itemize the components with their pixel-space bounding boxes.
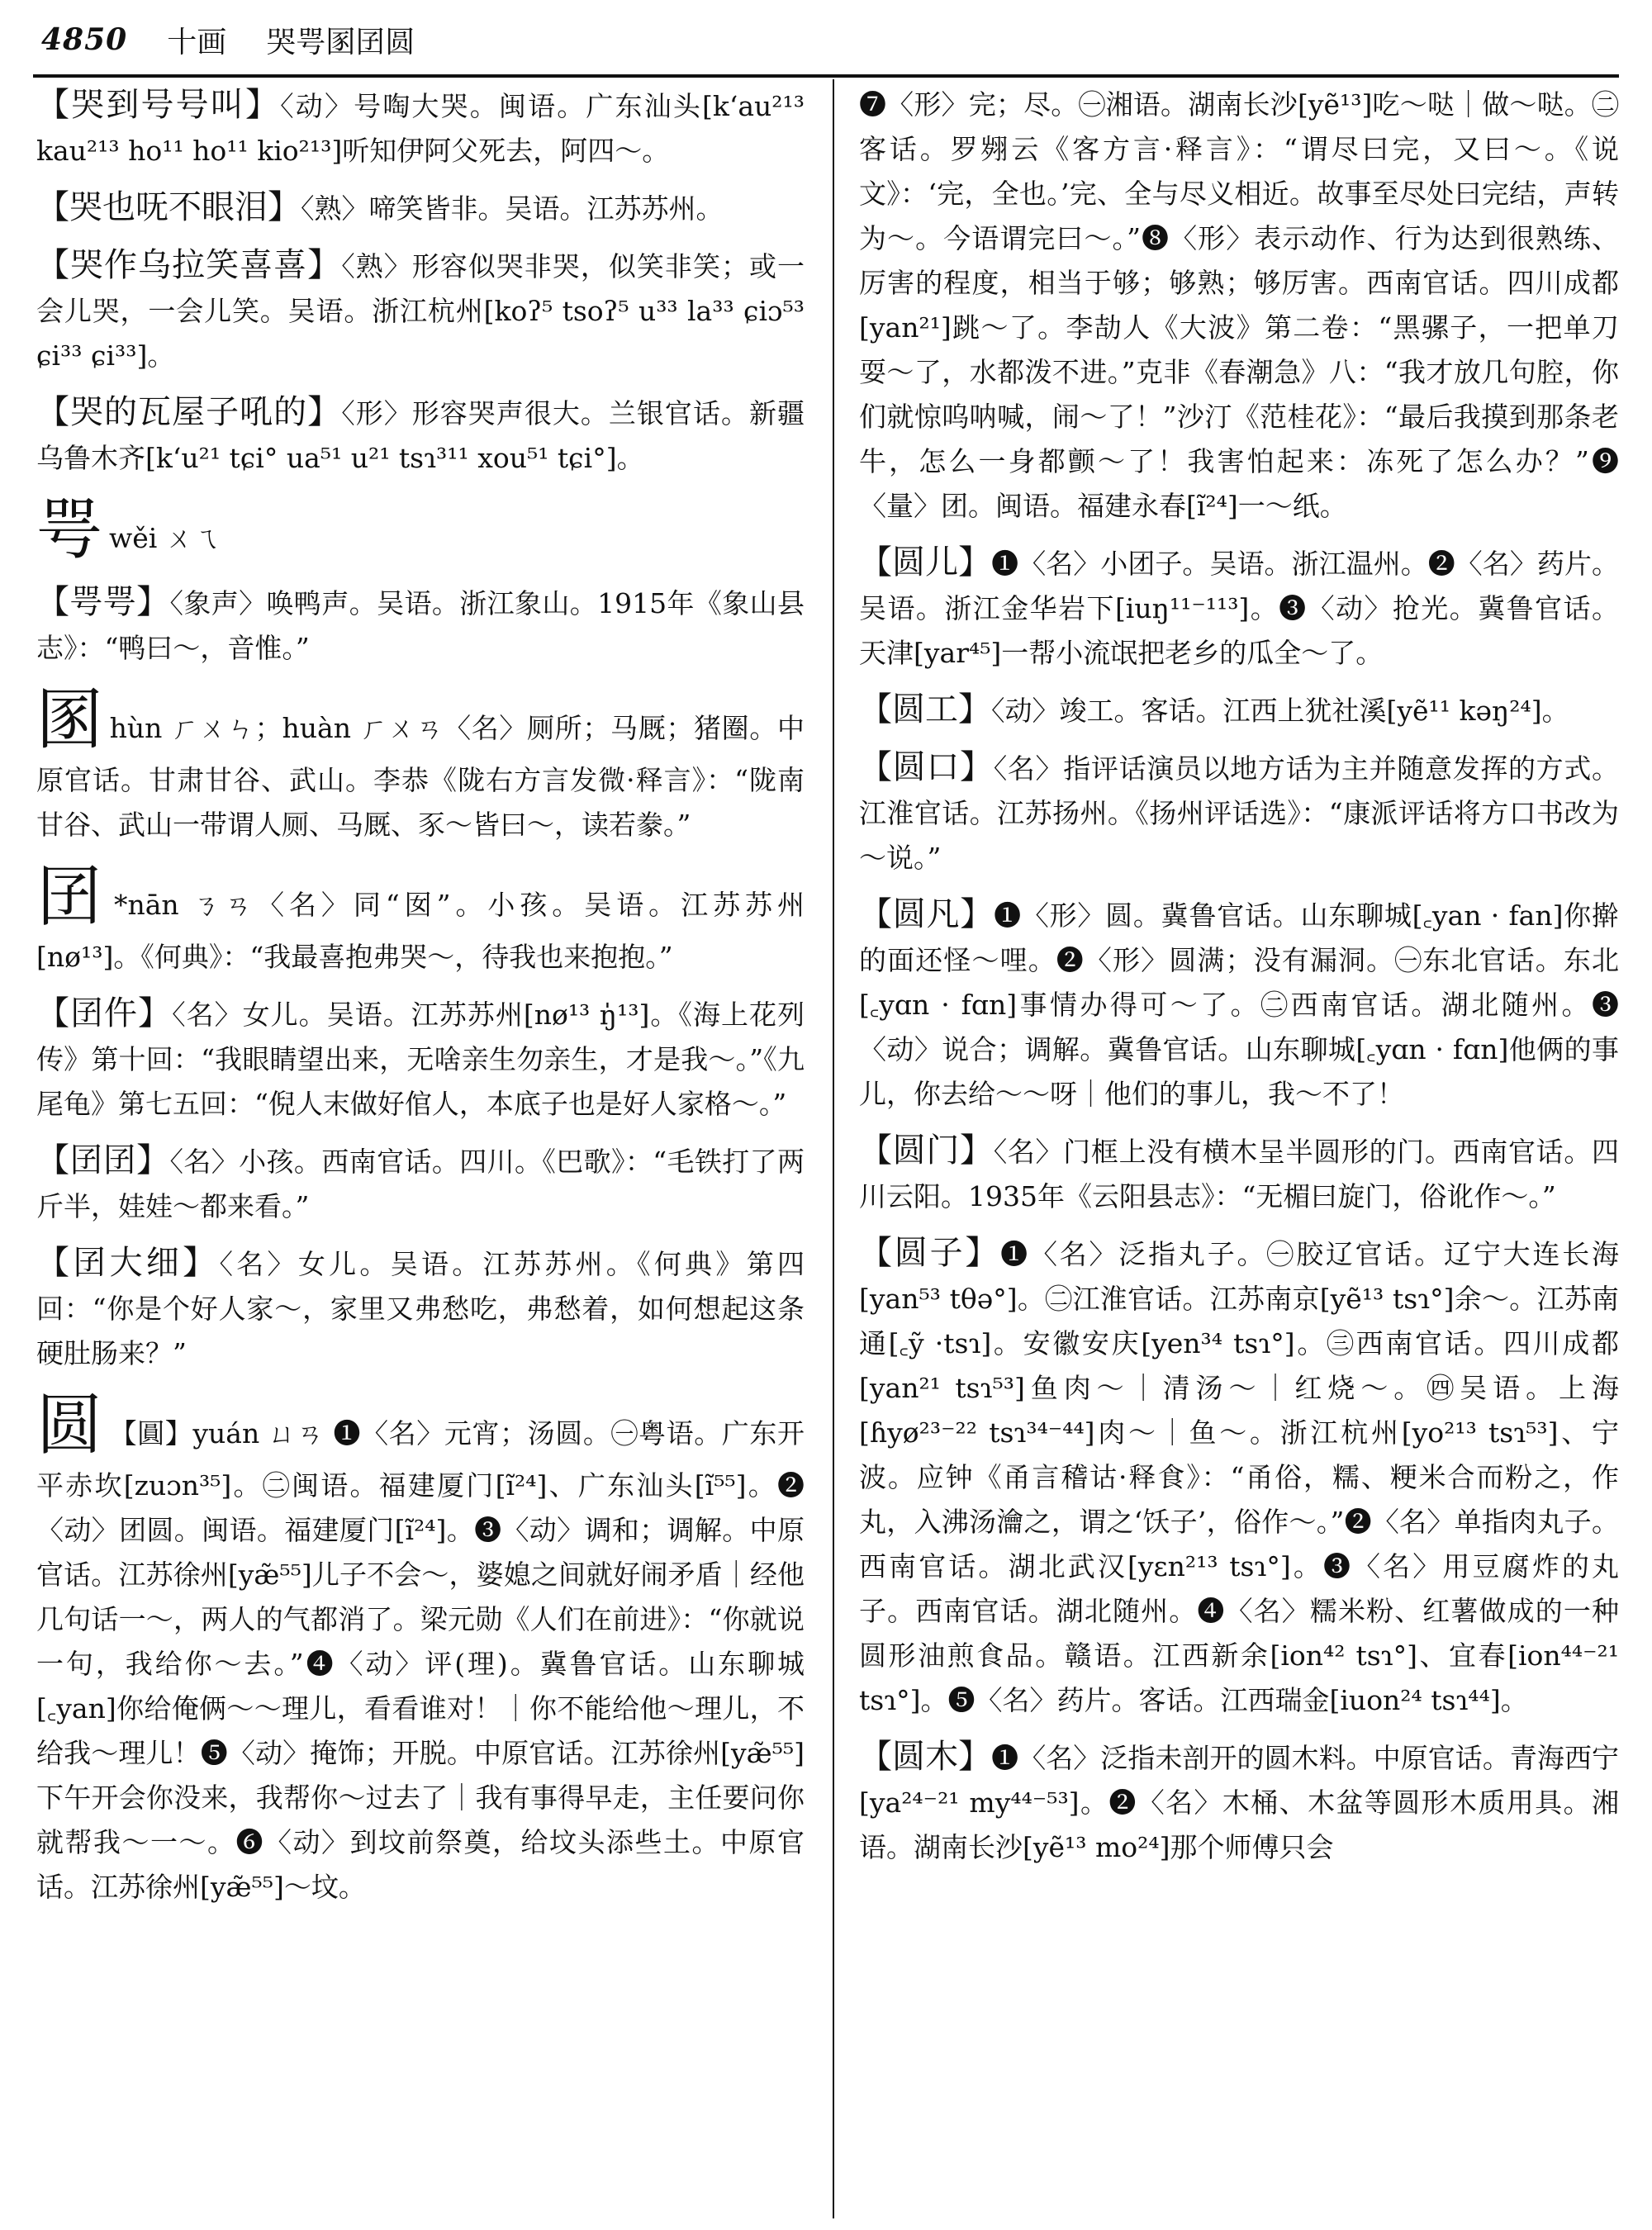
head-character: 囝 [36, 858, 107, 935]
entry-text: 〈熟〉啼笑皆非。吴语。江苏苏州。 [301, 192, 724, 225]
entry-headword: 【哭也呒不眼泪】 [36, 188, 301, 226]
entry-text: 〈名〉女儿。吴语。江苏苏州[nø¹³ ŋ̍¹³]。《海上花列传》第十回：“我眼睛望出来，无啥亲生勿亲生，才是我～。”《九尾龟》第七五回：“倪人末做好倌人，本底子也是好人家格～。” [36, 999, 805, 1120]
right-column [859, 83, 1619, 2222]
entry-text: 〈熟〉形容似哭非哭，似笑非笑；或一会儿哭，一会儿笑。吴语。浙江杭州[koʔ⁵ tsoʔ⁵ u³³ la³³ ɕiɔ⁵³ ɕi³³ ɕi³³]。 [36, 250, 805, 372]
entry [859, 745, 1619, 880]
entry-text: 〈象声〉唤鸭声。吴语。浙江象山。1915年《象山县志》：“鸭曰～，音惟。” [36, 587, 805, 664]
entry-text: 〈名〉女儿。吴语。江苏苏州。《何典》第四回：“你是个好人家～，家里又弗愁吃，弗愁着，如何想起这条硬肚肠来？” [36, 1248, 805, 1369]
character-entry [36, 682, 805, 847]
entry-text: ❶〈名〉泛指未剖开的圆木料。中原官话。青海西宁[ya²⁴⁻²¹ my⁴⁴⁻⁵³]。❷〈名〉木桶、木盆等圆形木质用具。湘语。湖南长沙[yẽ¹³ mo²⁴]那个师傅只会 [859, 1742, 1619, 1863]
entry-continuation [859, 83, 1619, 529]
entry [36, 1241, 805, 1376]
entry-headword: 【圆凡】 [859, 895, 995, 933]
entry [36, 243, 805, 378]
entry-text: 〈名〉小孩。西南官话。四川。《巴歌》：“毛铁打了两斤半，娃娃～都来看。” [36, 1146, 805, 1222]
entry [859, 1231, 1619, 1723]
entry [36, 1138, 805, 1229]
entry-text: hùn ㄏㄨㄣ；huàn ㄏㄨㄢ〈名〉厕所；马厩；猪圈。中原官话。甘肃甘谷、武山。李恭《陇右方言发微·释言》：“陇南甘谷、武山一带谓人厕、马厩、豕～皆曰～，读若豢。” [36, 712, 805, 841]
entry [36, 390, 805, 481]
entry [36, 185, 805, 231]
entry-headword: 【圆儿】 [859, 543, 992, 581]
entry-headword: 【哭到号号叫】 [36, 86, 281, 124]
entry-headword: 【圆子】 [859, 1234, 1001, 1272]
column-divider [833, 79, 834, 2218]
entry-text: 〈名〉指评话演员以地方话为主并随意发挥的方式。江淮官话。江苏扬州。《扬州评话选》：“康派评话将方口书改为～说。” [859, 752, 1619, 874]
entry-text: 【圓】yuán ㄩㄢ ❶〈名〉元宵；汤圆。㊀粤语。广东开平赤坎[zuɔn³⁵]。㊁闽语。福建厦门[ĩ²⁴]、广东汕头[ĩ⁵⁵]。❷〈动〉团圆。闽语。福建厦门[ĩ²⁴]。❸〈动〉调和；调解。中原官话。江苏徐州[yæ̃⁵⁵]儿子不会～，婆媳之间就好闹矛盾｜经他几句话一～，两人的气都消了。梁元勋《人们在前进》：“你就说一句，我给你～去。”❹〈动〉评(理)。冀鲁官话。山东聊城[꜀yan]你给俺俩～～理儿，看看谁对！｜你不能给他～理儿，不给我～理儿！❺〈动〉掩饰；开脱。中原官话。江苏徐州[yæ̃⁵⁵]下午开会你没来，我帮你～过去了｜我有事得早走，主任要问你就帮我～一～。❻〈动〉到坟前祭奠，给坟头添些土。中原官话。江苏徐州[yæ̃⁵⁵]～坟。 [36, 1417, 805, 1903]
entry [859, 1128, 1619, 1219]
entry-headword: 【囝仵】 [36, 994, 173, 1032]
head-character: 圆 [36, 1387, 103, 1464]
character-entry [36, 492, 805, 568]
entry-text: 〈名〉门框上没有横木呈半圆形的门。西南官话。四川云阳。1935年《云阳县志》：“无楣曰旋门，俗讹作～。” [859, 1136, 1619, 1212]
entry [36, 580, 805, 671]
entry [859, 892, 1619, 1117]
entry [36, 991, 805, 1127]
entry-text: ❶〈名〉小团子。吴语。浙江温州。❷〈名〉药片。吴语。浙江金华岩下[iuŋ¹¹⁻¹¹³]。❸〈动〉抢光。冀鲁官话。天津[yar⁴⁵]一帮小流氓把老乡的瓜全～了。 [859, 548, 1619, 669]
entry-headword: 【哭作乌拉笑喜喜】 [36, 246, 342, 284]
header-rule [33, 74, 1619, 78]
entry-headword: 【圆工】 [859, 690, 991, 728]
entry-headword: 【咢咢】 [36, 583, 170, 621]
character-entry [36, 859, 805, 980]
entry-headword: 【哭的瓦屋子吼的】 [36, 393, 342, 431]
entry-text: 〈形〉形容哭声很大。兰银官话。新疆乌鲁木齐[k‘u²¹ tɕi° ua⁵¹ u²¹ tsɿ³¹¹ xou⁵¹ tɕi°]。 [36, 397, 805, 474]
entry-headword: 【圆门】 [859, 1132, 994, 1170]
entry [859, 687, 1619, 733]
left-column [36, 83, 805, 2222]
entry-text: 〈动〉号啕大哭。闽语。广东汕头[k‘au²¹³ kau²¹³ ho¹¹ ho¹¹ kio²¹³]听知伊阿父死去，阿四～。 [36, 90, 805, 167]
page-header [41, 17, 1619, 63]
entry-headword: 【圆木】 [859, 1738, 992, 1776]
entry-text: ❶〈形〉圆。冀鲁官话。山东聊城[꜀yan · fan]你擀的面还怪～哩。❷〈形〉圆满；没有漏洞。㊀东北官话。东北[꜀yɑn · fɑn]事情办得可～了。㊁西南官话。湖北随州。❸〈动〉说合；调解。冀鲁官话。山东聊城[꜀yɑn · fɑn]他俩的事儿，你去给～～呀｜他们的事儿，我～不了！ [859, 899, 1619, 1110]
entry-headword: 【囝囝】 [36, 1141, 170, 1179]
character-entry [36, 1388, 805, 1910]
head-character: 圂 [36, 681, 103, 758]
entry [859, 540, 1619, 676]
entry [859, 1734, 1619, 1870]
entry-text: ❼〈形〉完；尽。㊀湘语。湖南长沙[yẽ¹³]吃～哒｜做～哒。㊁客话。罗翙云《客方言·释言》：“谓尽曰完，又曰～。《说文》：‘完，全也。’完、全与尽义相近。故事至尽处曰完结，声转为～。今语谓完曰～。”❽〈形〉表示动作、行为达到很熟练、厉害的程度，相当于够；够熟；够厉害。西南官话。四川成都[yan²¹]跳～了。李劼人《大波》第二卷：“黑骡子，一把单刀耍～了，水都泼不进。”克非《春潮急》八：“我才放几句腔，你们就惊呜呐喊，闹～了！”沙汀《范桂花》：“最后我摸到那条老牛，怎么一身都颤～了！我害怕起来：冻死了怎么办？”❾〈量〉团。闽语。福建永春[ĩ²⁴]一～纸。 [859, 88, 1619, 522]
entry-text: wěi ㄨㄟ [109, 522, 221, 554]
entry-text: ❶〈名〉泛指丸子。㊀胶辽官话。辽宁大连长海[yan⁵³ tθə°]。㊁江淮官话。江苏南京[yẽ¹³ tsɿ°]余～。江苏南通[꜀ỹ ·tsɿ]。安徽安庆[yen³⁴ tsɿ°]。㊂西南官话。四川成都[yan²¹ tsɿ⁵³]鱼肉～｜清汤～｜红烧～。㊃吴语。上海[ɦyø²³⁻²² tsɿ³⁴⁻⁴⁴]肉～｜鱼～。浙江杭州[yo²¹³ tsɿ⁵³]、宁波。应钟《甬言稽诂·释食》：“甬俗，糯、粳米合而粉之，作丸，入沸汤瀹之，谓之‘饫子’，俗作～。”❷〈名〉单指肉丸子。西南官话。湖北武汉[yɛn²¹³ tsɿ°]。❸〈名〉用豆腐炸的丸子。西南官话。湖北随州。❹〈名〉糯米粉、红薯做成的一种圆形油煎食品。赣语。江西新余[ion⁴² tsɿ°]、宜春[ion⁴⁴⁻²¹ tsɿ°]。❺〈名〉药片。客话。江西瑞金[iuon²⁴ tsɿ⁴⁴]。 [859, 1238, 1619, 1716]
entry-text: *nān ㄋㄢ〈名〉同“囡”。小孩。吴语。江苏苏州[nø¹³]。《何典》：“我最喜抱弗哭～，待我也来抱抱。” [36, 889, 805, 973]
head-characters: 哭咢圂囝圆 [266, 25, 415, 59]
entry-text: 〈动〉竣工。客话。江西上犹社溪[yẽ¹¹ kəŋ²⁴]。 [991, 695, 1569, 727]
page-number: 4850 [41, 22, 128, 57]
entry [36, 83, 805, 173]
entry-headword: 【囝大细】 [36, 1244, 220, 1282]
head-character: 咢 [36, 491, 102, 568]
entry-headword: 【圆口】 [859, 748, 994, 786]
stroke-section: 十画 [167, 25, 227, 59]
